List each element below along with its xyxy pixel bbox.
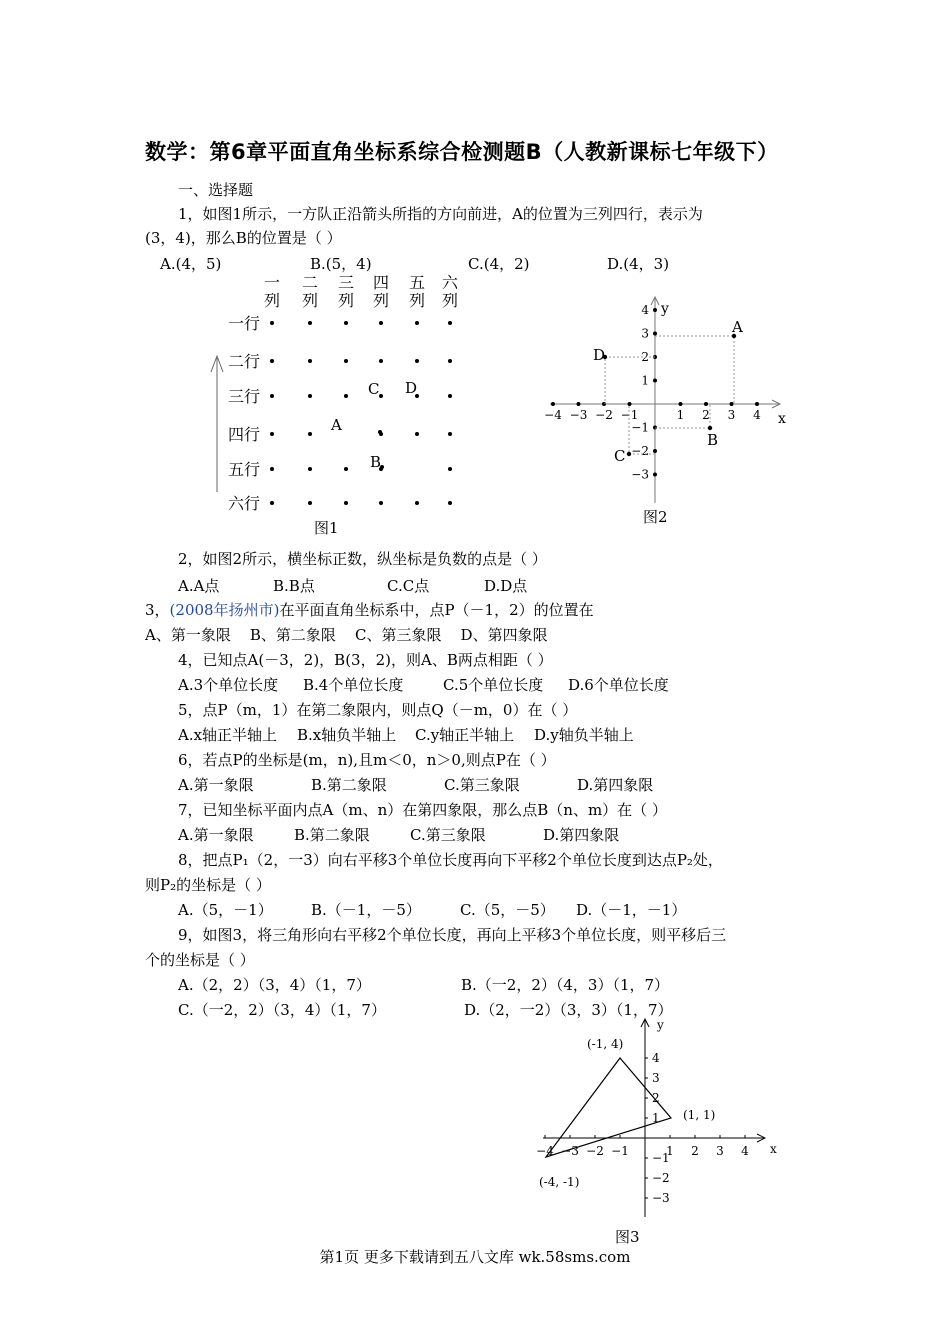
fig2-tick-dot [679, 402, 683, 406]
q9-option-c: C.（一2，2）（3，4）（1，7） [178, 1001, 386, 1019]
fig1-dot [415, 359, 419, 363]
fig1-label-b: B [370, 453, 382, 471]
fig2-tick-dot [755, 402, 759, 406]
point-b [708, 426, 712, 430]
q5-option-d: D.y轴负半轴上 [534, 726, 634, 744]
fig1-dot [448, 432, 452, 436]
q1-line2: (3，4)，那么B的位置是（ ） [145, 229, 342, 247]
fig2-ytick-label: −2 [631, 444, 649, 458]
fig3-xtick-label: −4 [536, 1144, 554, 1158]
fig1-row-header: 一行 [228, 314, 261, 333]
fig1-dot [379, 359, 383, 363]
fig1-dot [270, 467, 274, 471]
vertex-label-left: (-4, -1) [539, 1175, 580, 1189]
figure-2 [540, 295, 800, 515]
q6-text: 6，若点P的坐标是(m，n),且m＜0，n＞0,则点P在（ ） [178, 751, 556, 769]
q4-option-a: A.3个单位长度 [178, 676, 279, 694]
fig3-xtick-label: −1 [611, 1144, 629, 1158]
guide-a [655, 336, 734, 404]
q6-option-d: D.第四象限 [577, 776, 654, 794]
fig1-col-header-top: 四 [372, 273, 390, 292]
q6-option-a: A.第一象限 [178, 776, 254, 794]
fig1-dot-grid [270, 321, 452, 505]
fig1-dot [415, 501, 419, 505]
fig1-dot [378, 430, 382, 434]
fig1-dot [270, 359, 274, 363]
fig1-dot [344, 501, 348, 505]
fig1-dot [344, 321, 348, 325]
fig3-xtick-label: 4 [741, 1144, 749, 1158]
fig2-ytick-label: −1 [631, 420, 649, 435]
fig2-ytick-label: 4 [641, 303, 649, 317]
q3-options: A、第一象限 B、第二象限 C、第三象限 D、第四象限 [145, 626, 548, 644]
fig2-x-label: x [778, 411, 786, 427]
fig1-col-header-top: 二 [301, 273, 319, 292]
fig2-xtick-label: −3 [569, 408, 588, 422]
fig2-tick-dot [653, 449, 657, 453]
fig2-xtick-label: 4 [753, 408, 761, 422]
point-c [627, 452, 631, 456]
q3-source-link[interactable]: (2008年扬州市) [169, 601, 280, 619]
fig3-ytick-label: 2 [652, 1091, 660, 1105]
fig2-tick-dot [704, 402, 708, 406]
fig2-ytick-label: −3 [631, 467, 649, 482]
fig1-dot [448, 359, 452, 363]
fig3-xtick-label: 2 [691, 1144, 699, 1158]
fig1-dot [379, 394, 383, 398]
fig3-ytick-label: 1 [652, 1111, 660, 1125]
q7-option-b: B.第二象限 [294, 826, 370, 844]
fig1-dot [448, 321, 452, 325]
fig2-xtick-label: 1 [676, 408, 685, 422]
q9-option-d: D.（2，一2）（3，3）（1，7） [464, 1001, 673, 1019]
q7-option-d: D.第四象限 [543, 826, 620, 844]
fig2-ytick-label: 3 [641, 326, 649, 341]
q1-option-a: A.(4，5) [160, 255, 222, 273]
q3-text: 在平面直角坐标系中，点P（－1，2）的位置在 [279, 601, 594, 619]
fig3-ytick-label: 3 [652, 1071, 660, 1085]
fig2-label-a: A [732, 318, 743, 336]
q2-option-a: A.A点 [178, 577, 220, 595]
fig1-col-header-bottom: 列 [337, 291, 355, 310]
fig3-xtick-label: −2 [586, 1144, 604, 1158]
q1-option-d: D.(4，3) [607, 255, 670, 273]
fig1-dot [270, 321, 274, 325]
fig3-y-label: y [657, 1018, 664, 1032]
fig1-dot [415, 432, 419, 436]
q1-option-b: B.(5，4) [310, 255, 372, 273]
fig1-dot [270, 394, 274, 398]
fig1-col-header-bottom: 列 [408, 291, 426, 310]
fig2-tick-dot [577, 402, 581, 406]
fig1-dot [308, 467, 312, 471]
q8-option-d: D.（－1，－1） [576, 901, 687, 919]
fig1-row-header: 二行 [228, 352, 261, 371]
fig2-xtick-label: −1 [620, 408, 639, 422]
q3-line [145, 600, 594, 620]
fig1-dot [379, 321, 383, 325]
q8-line1: 8，把点P₁（2，一3）向右平移3个单位长度再向下平移2个单位长度到达点P₂处， [178, 851, 723, 869]
q1-option-c: C.(4，2) [468, 255, 530, 273]
q5-option-b: B.x轴负半轴上 [297, 726, 397, 744]
fig1-dot [308, 501, 312, 505]
fig2-ytick-label: 2 [641, 350, 649, 364]
fig2-label-c: C [614, 447, 626, 465]
fig2-ticks [544, 303, 761, 482]
fig1-dot [344, 359, 348, 363]
fig1-dot [448, 501, 452, 505]
q5-text: 5，点P（m，1）在第二象限内，则点Q（－m，0）在（ ） [178, 701, 578, 719]
fig3-ytick-label: −3 [652, 1191, 670, 1205]
page-footer: 第1页 更多下载请到五八文库 wk.58sms.com [319, 1248, 631, 1266]
q4-option-d: D.6个单位长度 [568, 676, 669, 694]
fig1-col-header-top: 六 [441, 273, 459, 292]
q7-text: 7，已知坐标平面内点A（m、n）在第四象限，那么点B（n、m）在（ ） [178, 801, 667, 819]
fig3-caption: 图3 [615, 1228, 640, 1246]
q7-option-a: A.第一象限 [178, 826, 254, 844]
fig2-label-b: B [707, 431, 719, 449]
q6-option-c: C.第三象限 [444, 776, 520, 794]
fig2-tick-dot [653, 379, 657, 383]
figure-3 [530, 1015, 790, 1225]
fig2-xtick-label: 3 [727, 408, 736, 422]
fig1-col-header-top: 三 [337, 273, 355, 292]
q9-option-a: A.（2，2）（3，4）（1，7） [178, 976, 371, 994]
fig2-tick-dot [628, 402, 632, 406]
q7-option-c: C.第三象限 [410, 826, 486, 844]
fig1-col-header-bottom: 列 [263, 291, 281, 310]
fig1-column-headers [264, 273, 459, 310]
fig3-xtick-label: 3 [716, 1144, 724, 1158]
q4-text: 4，已知点A(－3，2)，B(3，2)，则A、B两点相距（ ） [178, 651, 553, 669]
fig2-tick-dot [730, 402, 734, 406]
page-title: 数学：第6章平面直角坐标系综合检测题B（人教新课标七年级下） [145, 140, 779, 164]
fig1-row-header: 三行 [228, 387, 261, 406]
fig1-label-c: C [368, 380, 380, 398]
fig1-dot [379, 501, 383, 505]
fig3-xtick-label: 1 [666, 1144, 674, 1158]
fig2-xtick-label: 2 [702, 408, 710, 422]
q2-text: 2，如图2所示，横坐标正数，纵坐标是负数的点是（ ） [178, 550, 547, 568]
fig1-row-header: 五行 [228, 460, 261, 479]
fig3-x-label: x [770, 1142, 777, 1156]
q2-option-b: B.B点 [273, 577, 315, 595]
fig2-label-d: D [593, 346, 606, 364]
section-heading: 一、选择题 [178, 181, 254, 199]
fig1-dot [308, 432, 312, 436]
fig2-tick-dot [653, 308, 657, 312]
q6-option-b: B.第二象限 [311, 776, 387, 794]
fig1-row-header: 六行 [228, 494, 261, 513]
fig1-col-header-top: 五 [408, 273, 426, 292]
fig3-ytick-label: −2 [652, 1171, 670, 1185]
fig3-xtick-label: −3 [561, 1144, 579, 1158]
q2-option-c: C.C点 [387, 577, 430, 595]
fig1-row-headers [228, 314, 260, 513]
q4-option-b: B.4个单位长度 [303, 676, 404, 694]
q3-number: 3， [145, 601, 170, 619]
q1-line1: 1，如图1所示，一方队正沿箭头所指的方向前进，A的位置为三列四行，表示为 [178, 205, 703, 223]
figure-1 [215, 270, 475, 540]
vertex-label-top: (-1, 4) [587, 1037, 624, 1051]
fig1-caption: 图1 [314, 519, 339, 537]
fig1-dot [448, 467, 452, 471]
fig3-ytick-label: −1 [652, 1151, 670, 1165]
fig1-col-header-bottom: 列 [441, 291, 459, 310]
fig2-tick-dot [653, 473, 657, 477]
q9-option-b: B.（一2，2）（4，3）（1，7） [461, 976, 670, 994]
fig2-xtick-label: −4 [544, 408, 562, 422]
q2-option-d: D.D点 [484, 577, 528, 595]
fig1-col-header-bottom: 列 [301, 291, 319, 310]
fig1-label-a: A [331, 416, 342, 434]
q5-option-c: C.y轴正半轴上 [415, 726, 515, 744]
fig1-dot [308, 359, 312, 363]
q8-option-c: C.（5，－5） [460, 901, 555, 919]
fig1-row-header: 四行 [228, 425, 261, 444]
fig1-label-d: D [405, 379, 418, 397]
fig1-dot [270, 501, 274, 505]
fig1-col-header-top: 一 [263, 273, 281, 292]
fig2-xtick-label: −2 [595, 408, 613, 422]
fig2-caption: 图2 [643, 508, 668, 526]
fig1-dot [448, 394, 452, 398]
fig2-tick-dot [653, 332, 657, 336]
q8-option-b: B.（－1，－5） [311, 901, 421, 919]
fig1-col-header-bottom: 列 [372, 291, 390, 310]
q9-line1: 9，如图3，将三角形向右平移2个单位长度，再向上平移3个单位长度，则平移后三 [178, 926, 727, 944]
q8-line2: 则P₂的坐标是（ ） [145, 876, 271, 894]
q8-option-a: A.（5，－1） [178, 901, 273, 919]
q5-option-a: A.x轴正半轴上 [178, 726, 278, 744]
fig3-ytick-label: 4 [652, 1051, 660, 1065]
fig1-dot [344, 467, 348, 471]
q4-option-c: C.5个单位长度 [443, 676, 544, 694]
fig1-dot [270, 432, 274, 436]
q9-line2: 个的坐标是（ ） [145, 951, 255, 969]
fig1-dot [308, 394, 312, 398]
fig2-y-label: y [661, 301, 669, 317]
fig2-ytick-label: 1 [641, 373, 649, 388]
vertex-label-right: (1, 1) [683, 1108, 716, 1122]
fig1-dot [415, 321, 419, 325]
fig1-dot [308, 321, 312, 325]
fig1-dot [344, 394, 348, 398]
fig2-tick-dot [551, 402, 555, 406]
